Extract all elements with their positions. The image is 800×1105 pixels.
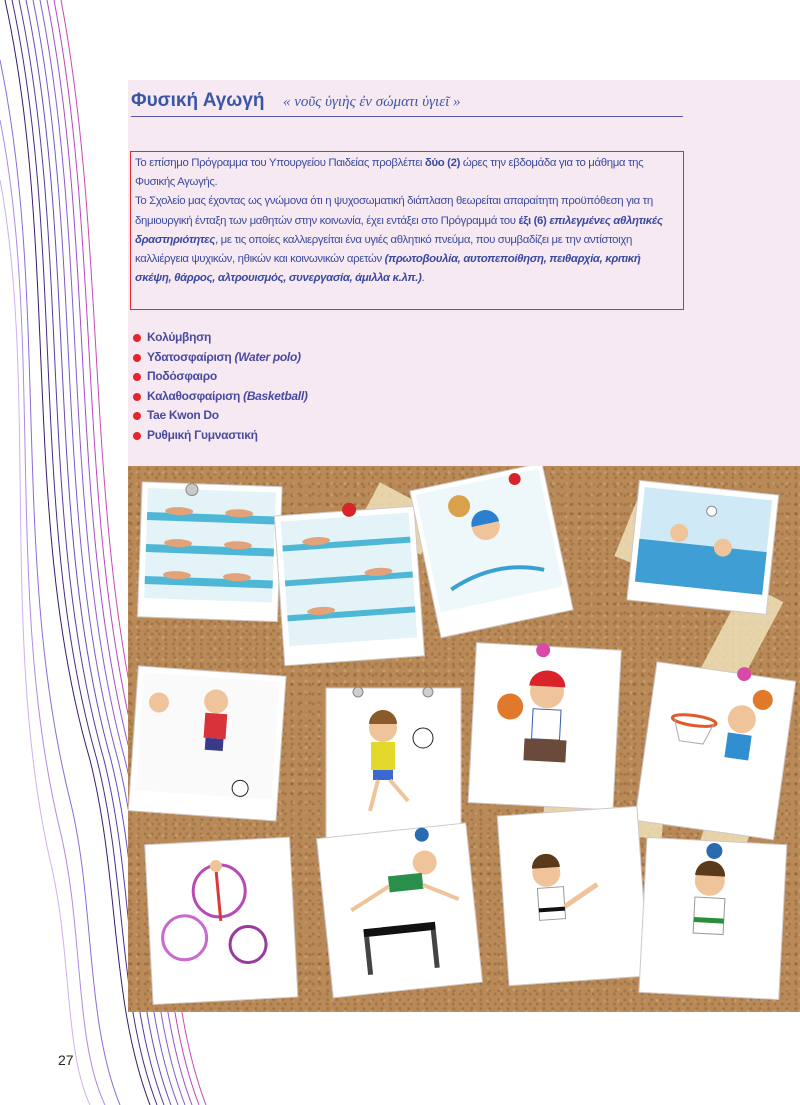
list-item [133, 328, 308, 348]
activity-english: (Water polo) [234, 349, 301, 364]
page-number: 27 [58, 1052, 74, 1068]
intro-text: ώρες την εβδομάδα για το μάθημα της Φυσικής Αγωγής. [135, 157, 644, 189]
swimming-strokes-card-2 [274, 498, 425, 665]
bullet-icon [133, 334, 141, 342]
list-item [133, 406, 308, 426]
list-item [133, 426, 308, 446]
water-polo-boy-card [410, 466, 573, 638]
page-title: Φυσική Αγωγή [131, 90, 265, 111]
intro-box [130, 151, 684, 310]
intro-text: , με τις οποίες καλλιεργείται ένα υγιές αθλητικό πνεύμα, που συμβαδίζει με την αντίστοιχη καλλιέργεια ψυχικών, ηθικών και κοινωνικών αρετών [135, 233, 632, 266]
virtues-list: (πρωτοβουλία, αυτοπεποίθηση, πειθαρχία, κριτική σκέψη, θάρρος, αλτρουισμός, συνεργασία, άμιλλα κ.λπ.) [135, 253, 641, 285]
intro-text: Το Σχολείο μας έχοντας ως γνώμονα ότι η ψυχοσωματική διάπλαση θεωρείται απαραίτητη προϋπόθεση για τη δημιουργική ένταξη των μαθητών στην κοινωνία, έχει εντάξει στο Πρόγραμμά του [135, 195, 653, 227]
intro-highlight: έξι (6) [518, 214, 547, 227]
bullet-icon [133, 432, 141, 440]
activity-name: Ρυθμική Γυμναστική [147, 427, 258, 442]
basketball-dunk-card [635, 655, 797, 840]
activity-name: Ποδόσφαιρο [147, 369, 217, 383]
taekwondo-kick-card [497, 806, 649, 985]
swimming-strokes-card [137, 482, 282, 622]
intro-highlight: δύο (2) [424, 157, 461, 169]
activities-list [133, 328, 308, 445]
football-boy-card [326, 687, 461, 848]
list-item [133, 367, 308, 387]
activity-name: Κολύμβηση [147, 330, 212, 344]
corkboard-collage [128, 466, 800, 1012]
activity-name: Tae Kwon Do [147, 408, 219, 422]
list-item [133, 348, 308, 368]
bullet-icon [133, 373, 141, 381]
intro-text: . [421, 272, 425, 285]
collage-svg [128, 466, 800, 1012]
bullet-icon [133, 393, 141, 401]
bullet-icon [133, 412, 141, 420]
list-item [133, 387, 308, 407]
rhythmic-gymnastics-card [145, 837, 298, 1004]
intro-highlight-italic: επιλεγμένες αθλητικές δραστηριότητες [135, 214, 663, 246]
intro-paragraph-1 [135, 154, 679, 192]
activity-name: Υδατοσφαίριση [147, 349, 235, 364]
bullet-icon [133, 354, 141, 362]
intro-text: Το επίσημο Πρόγραμμα του Υπουργείου Παιδείας προβλέπει [135, 157, 425, 169]
basketball-boy-card [468, 640, 621, 810]
title-row [131, 90, 683, 117]
hurdles-card [317, 823, 483, 998]
activity-english: (Basketball) [243, 388, 308, 403]
activity-name: Καλαθοσφαίριση [147, 388, 244, 403]
football-kids-card [128, 666, 286, 821]
intro-paragraph-2 [135, 192, 679, 288]
taekwondo-stance-card [639, 837, 787, 999]
water-polo-pool-card [627, 480, 779, 614]
page-motto: « νοῦς ὑγιὴς ἐν σώματι ὑγιεῖ » [283, 94, 461, 110]
